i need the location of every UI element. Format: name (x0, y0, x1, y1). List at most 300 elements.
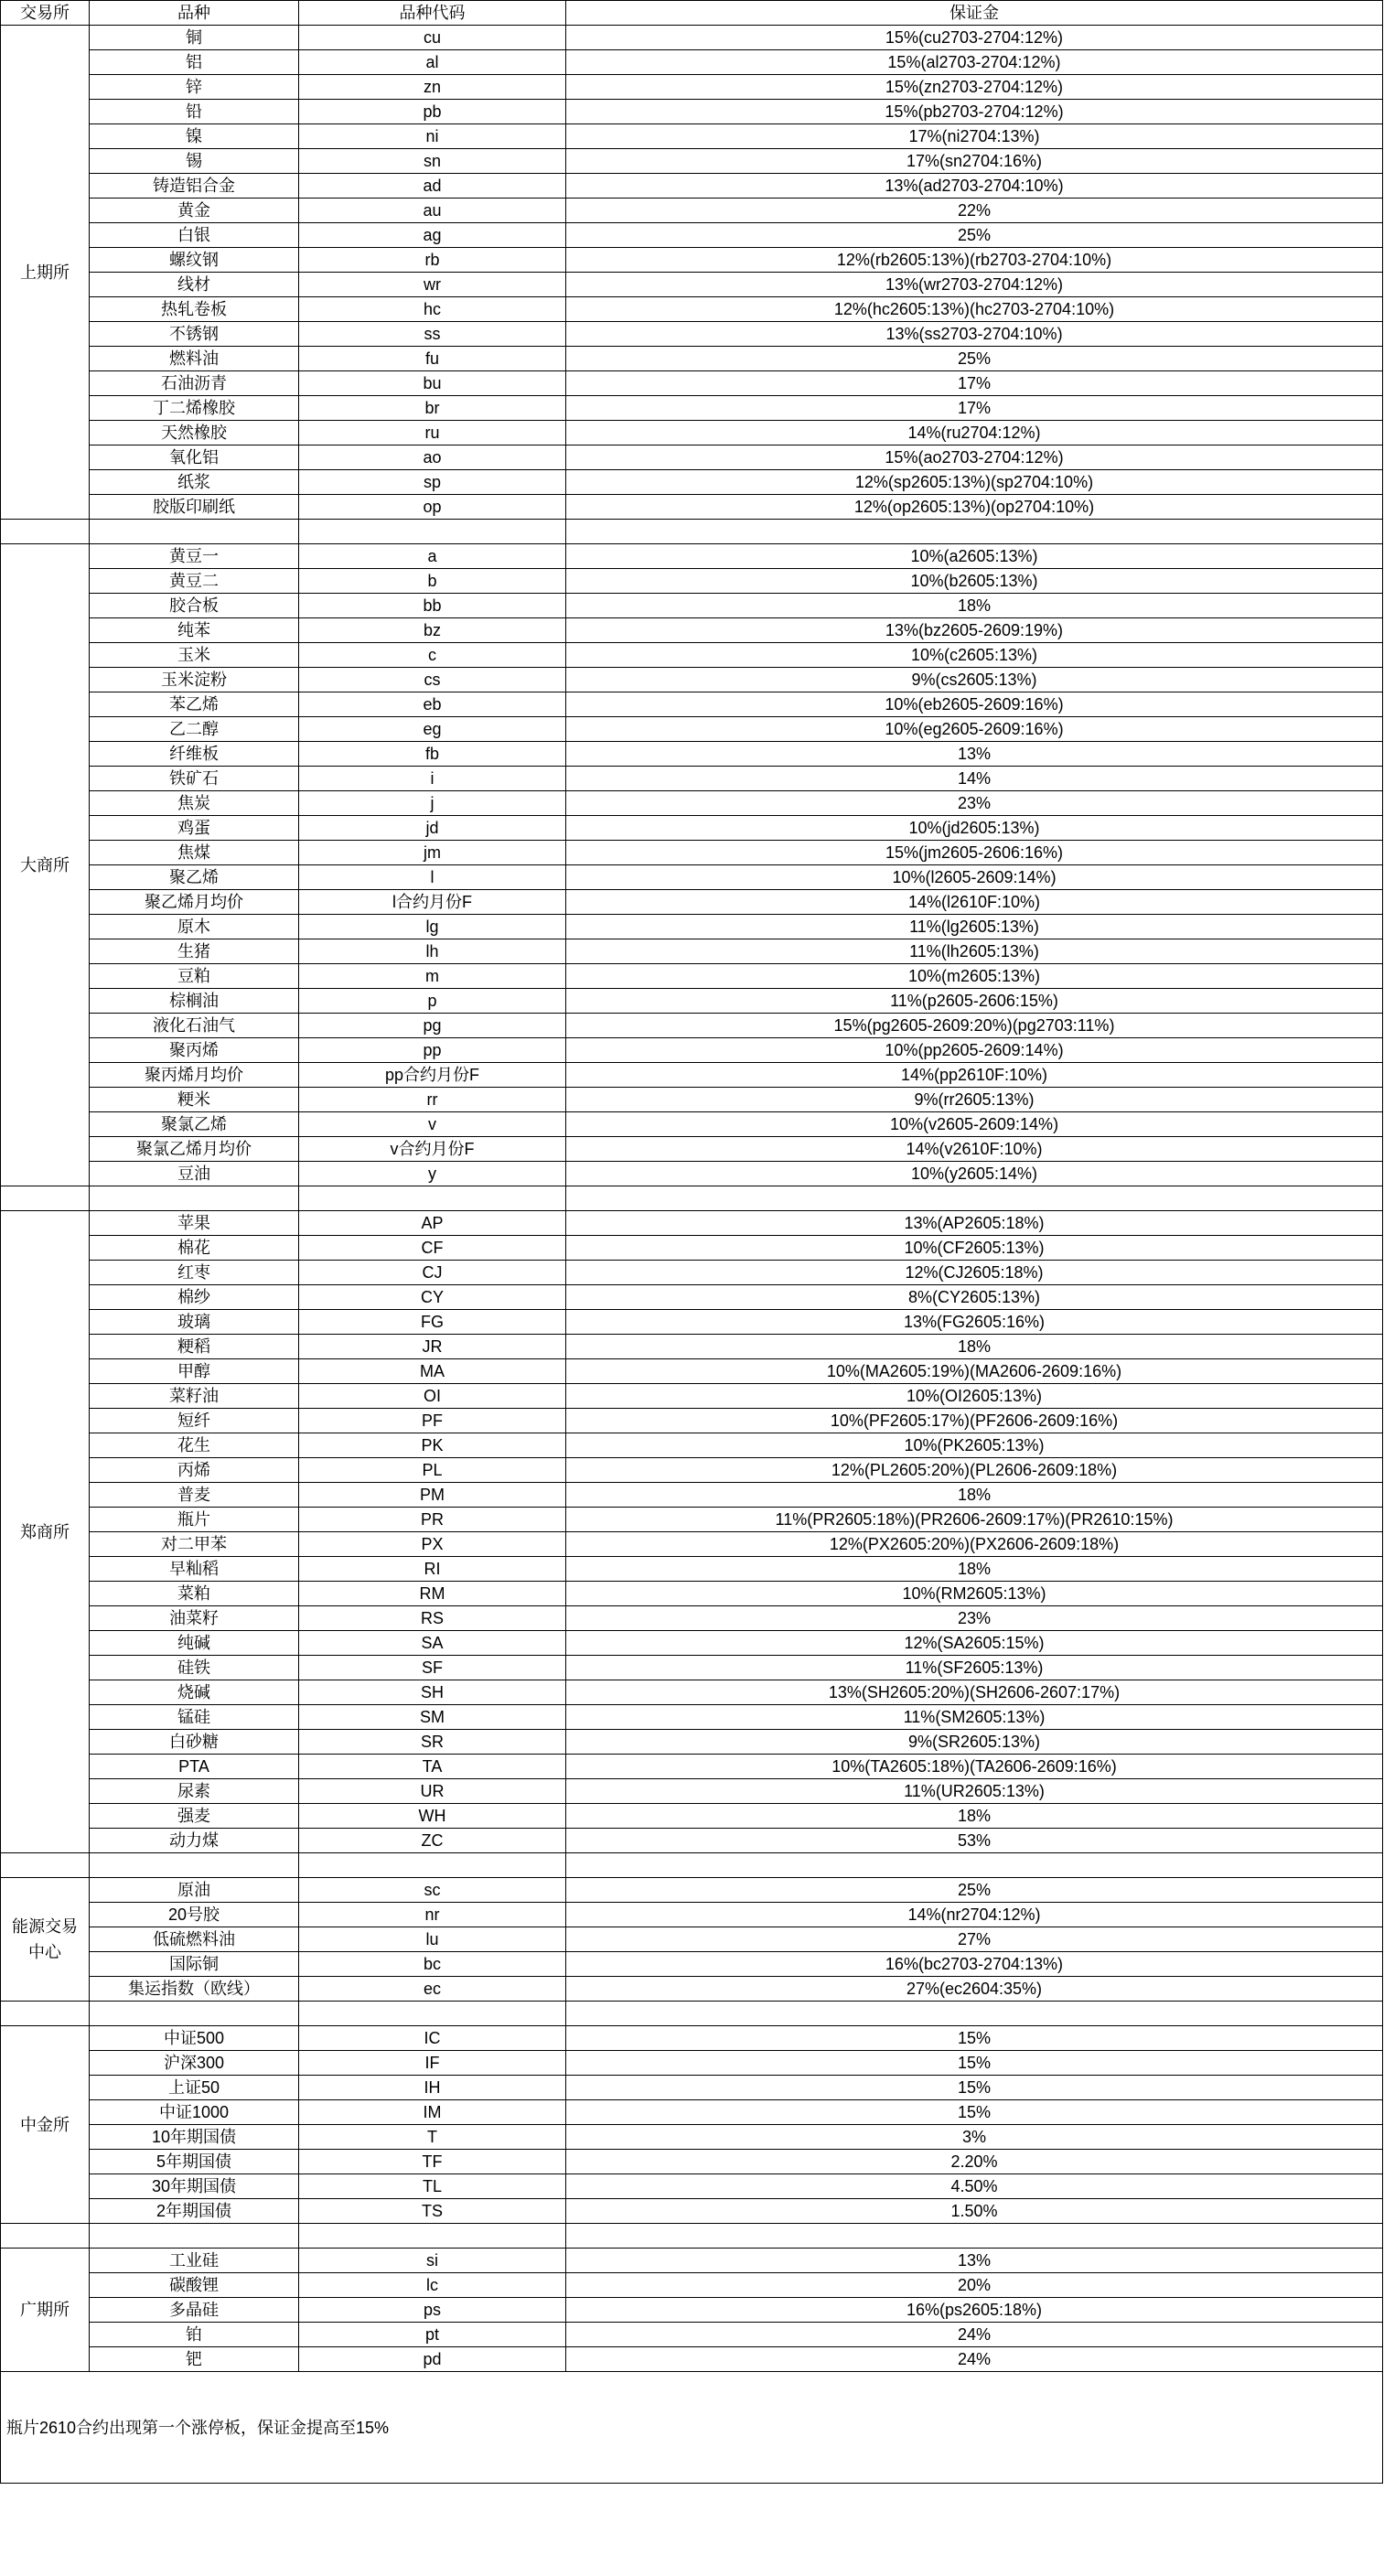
variety-cell: 丁二烯橡胶 (90, 396, 299, 421)
margin-cell: 14%(ru2704:12%) (566, 421, 1383, 445)
variety-cell: 原木 (90, 915, 299, 939)
code-cell: rr (299, 1088, 566, 1112)
table-row (1, 2273, 1383, 2298)
variety-cell: 上证50 (90, 2076, 299, 2100)
code-cell: PK (299, 1433, 566, 1458)
code-cell: v合约月份F (299, 1137, 566, 1162)
variety-cell: 碳酸锂 (90, 2273, 299, 2298)
variety-cell: 黄豆一 (90, 544, 299, 569)
header-exchange: 交易所 (1, 1, 90, 26)
code-cell: au (299, 199, 566, 223)
code-cell: RI (299, 1557, 566, 1582)
variety-cell: 胶合板 (90, 594, 299, 618)
variety-cell: 聚乙烯月均价 (90, 890, 299, 915)
code-cell: ZC (299, 1829, 566, 1853)
variety-cell: 沪深300 (90, 2051, 299, 2076)
margin-cell: 13%(SH2605:20%)(SH2606-2607:17%) (566, 1680, 1383, 1705)
code-cell: TS (299, 2199, 566, 2224)
empty-cell (1, 2002, 90, 2026)
empty-cell (1, 520, 90, 544)
variety-cell: 短纤 (90, 1409, 299, 1433)
code-cell: ao (299, 445, 566, 470)
code-cell: ps (299, 2298, 566, 2323)
spacer-row (1, 1186, 1383, 1211)
margin-cell: 10%(PF2605:17%)(PF2606-2609:16%) (566, 1409, 1383, 1433)
code-cell: l合约月份F (299, 890, 566, 915)
table-row (1, 1458, 1383, 1483)
empty-cell (299, 520, 566, 544)
table-row (1, 1483, 1383, 1508)
variety-cell: 纯苯 (90, 618, 299, 643)
variety-cell: 螺纹钢 (90, 248, 299, 273)
table-row (1, 1680, 1383, 1705)
margin-cell: 18% (566, 1804, 1383, 1829)
margin-cell: 12%(op2605:13%)(op2704:10%) (566, 495, 1383, 520)
variety-cell: 工业硅 (90, 2249, 299, 2273)
table-row (1, 939, 1383, 964)
margin-table-body (1, 1, 1383, 2484)
table-row (1, 1557, 1383, 1582)
code-cell: c (299, 643, 566, 668)
margin-cell: 15%(cu2703-2704:12%) (566, 26, 1383, 50)
code-cell: PX (299, 1532, 566, 1557)
table-row (1, 816, 1383, 841)
margin-cell: 10%(PK2605:13%) (566, 1433, 1383, 1458)
code-cell: IC (299, 2026, 566, 2051)
variety-cell: 硅铁 (90, 1656, 299, 1680)
variety-cell: 燃料油 (90, 347, 299, 371)
margin-cell: 15%(jm2605-2606:16%) (566, 841, 1383, 865)
margin-cell: 25% (566, 347, 1383, 371)
table-row (1, 1014, 1383, 1038)
margin-cell: 11%(p2605-2606:15%) (566, 989, 1383, 1014)
exchange-cell: 郑商所 (1, 1211, 90, 1853)
code-cell: PR (299, 1508, 566, 1532)
table-row (1, 2199, 1383, 2224)
variety-cell: 国际铜 (90, 1952, 299, 1977)
margin-cell: 10%(eb2605-2609:16%) (566, 692, 1383, 717)
margin-cell: 25% (566, 223, 1383, 248)
code-cell: op (299, 495, 566, 520)
table-row (1, 890, 1383, 915)
empty-cell (90, 520, 299, 544)
margin-cell: 1.50% (566, 2199, 1383, 2224)
variety-cell: 甲醇 (90, 1359, 299, 1384)
table-row (1, 1952, 1383, 1977)
table-row (1, 1063, 1383, 1088)
empty-cell (299, 1186, 566, 1211)
margin-cell: 12%(sp2605:13%)(sp2704:10%) (566, 470, 1383, 495)
code-cell: eb (299, 692, 566, 717)
variety-cell: 焦炭 (90, 791, 299, 816)
table-row (1, 297, 1383, 322)
margin-cell: 13%(ad2703-2704:10%) (566, 174, 1383, 199)
variety-cell: 线材 (90, 273, 299, 297)
variety-cell: 强麦 (90, 1804, 299, 1829)
code-cell: cs (299, 668, 566, 692)
table-row (1, 26, 1383, 50)
variety-cell: 玉米 (90, 643, 299, 668)
margin-cell: 14% (566, 767, 1383, 791)
margin-cell: 15%(ao2703-2704:12%) (566, 445, 1383, 470)
margin-cell: 16%(bc2703-2704:13%) (566, 1952, 1383, 1977)
table-row (1, 445, 1383, 470)
table-row (1, 1804, 1383, 1829)
variety-cell: 纸浆 (90, 470, 299, 495)
margin-cell: 11%(UR2605:13%) (566, 1779, 1383, 1804)
code-cell: cu (299, 26, 566, 50)
code-cell: jd (299, 816, 566, 841)
margin-cell: 12%(PX2605:20%)(PX2606-2609:18%) (566, 1532, 1383, 1557)
code-cell: lh (299, 939, 566, 964)
header-margin: 保证金 (566, 1, 1383, 26)
margin-cell: 14%(nr2704:12%) (566, 1903, 1383, 1927)
code-cell: TL (299, 2174, 566, 2199)
variety-cell: 锡 (90, 149, 299, 174)
code-cell: sp (299, 470, 566, 495)
code-cell: IH (299, 2076, 566, 2100)
code-cell: lu (299, 1927, 566, 1952)
margin-cell: 24% (566, 2323, 1383, 2347)
table-row (1, 124, 1383, 149)
variety-cell: 乙二醇 (90, 717, 299, 742)
table-row (1, 1384, 1383, 1409)
margin-cell: 15% (566, 2026, 1383, 2051)
exchange-cell: 大商所 (1, 544, 90, 1186)
code-cell: bc (299, 1952, 566, 1977)
variety-cell: 玻璃 (90, 1310, 299, 1335)
empty-cell (90, 1186, 299, 1211)
code-cell: eg (299, 717, 566, 742)
table-row (1, 495, 1383, 520)
variety-cell: 纯碱 (90, 1631, 299, 1656)
empty-cell (1, 2224, 90, 2249)
variety-cell: 原油 (90, 1878, 299, 1903)
variety-cell: 氧化铝 (90, 445, 299, 470)
table-row (1, 544, 1383, 569)
code-cell: bu (299, 371, 566, 396)
code-cell: JR (299, 1335, 566, 1359)
table-row (1, 2125, 1383, 2150)
variety-cell: 黄金 (90, 199, 299, 223)
code-cell: v (299, 1112, 566, 1137)
variety-cell: 聚氯乙烯月均价 (90, 1137, 299, 1162)
code-cell: p (299, 989, 566, 1014)
code-cell: UR (299, 1779, 566, 1804)
variety-cell: 钯 (90, 2347, 299, 2372)
table-row (1, 2076, 1383, 2100)
table-row (1, 1236, 1383, 1261)
exchange-cell: 广期所 (1, 2249, 90, 2372)
margin-cell: 4.50% (566, 2174, 1383, 2199)
margin-cell: 23% (566, 791, 1383, 816)
margin-cell: 18% (566, 594, 1383, 618)
variety-cell: 铂 (90, 2323, 299, 2347)
table-row (1, 1112, 1383, 1137)
variety-cell: 锰硅 (90, 1705, 299, 1730)
table-row (1, 569, 1383, 594)
table-row (1, 2051, 1383, 2076)
table-row (1, 1927, 1383, 1952)
variety-cell: 低硫燃料油 (90, 1927, 299, 1952)
table-row (1, 1285, 1383, 1310)
table-row (1, 1310, 1383, 1335)
margin-cell: 24% (566, 2347, 1383, 2372)
variety-cell: 镍 (90, 124, 299, 149)
table-row (1, 1755, 1383, 1779)
empty-cell (299, 2224, 566, 2249)
variety-cell: 棕榈油 (90, 989, 299, 1014)
variety-cell: 10年期国债 (90, 2125, 299, 2150)
code-cell: pp (299, 1038, 566, 1063)
code-cell: PM (299, 1483, 566, 1508)
code-cell: SR (299, 1730, 566, 1755)
margin-cell: 10%(MA2605:19%)(MA2606-2609:16%) (566, 1359, 1383, 1384)
table-row (1, 1878, 1383, 1903)
table-row (1, 1705, 1383, 1730)
margin-cell: 11%(PR2605:18%)(PR2606-2609:17%)(PR2610:15%) (566, 1508, 1383, 1532)
variety-cell: 聚丙烯 (90, 1038, 299, 1063)
code-cell: pb (299, 100, 566, 124)
table-row (1, 1582, 1383, 1606)
variety-cell: 动力煤 (90, 1829, 299, 1853)
code-cell: FG (299, 1310, 566, 1335)
table-row (1, 1532, 1383, 1557)
margin-cell: 17% (566, 371, 1383, 396)
code-cell: ag (299, 223, 566, 248)
empty-cell (1, 1853, 90, 1878)
code-cell: bb (299, 594, 566, 618)
variety-cell: 铸造铝合金 (90, 174, 299, 199)
variety-cell: 黄豆二 (90, 569, 299, 594)
empty-cell (90, 2224, 299, 2249)
table-row (1, 199, 1383, 223)
margin-cell: 17%(ni2704:13%) (566, 124, 1383, 149)
empty-cell (90, 2002, 299, 2026)
variety-cell: 铅 (90, 100, 299, 124)
table-row (1, 2347, 1383, 2372)
margin-cell: 27%(ec2604:35%) (566, 1977, 1383, 2002)
margin-cell: 22% (566, 199, 1383, 223)
code-cell: lg (299, 915, 566, 939)
margin-cell: 10%(b2605:13%) (566, 569, 1383, 594)
margin-cell: 9%(SR2605:13%) (566, 1730, 1383, 1755)
margin-cell: 3% (566, 2125, 1383, 2150)
margin-cell: 23% (566, 1606, 1383, 1631)
code-cell: bz (299, 618, 566, 643)
margin-cell: 15%(zn2703-2704:12%) (566, 75, 1383, 100)
table-row (1, 470, 1383, 495)
table-row (1, 1261, 1383, 1285)
code-cell: al (299, 50, 566, 75)
variety-cell: 2年期国债 (90, 2199, 299, 2224)
code-cell: IM (299, 2100, 566, 2125)
variety-cell: 不锈钢 (90, 322, 299, 347)
code-cell: ru (299, 421, 566, 445)
code-cell: br (299, 396, 566, 421)
code-cell: rb (299, 248, 566, 273)
margin-cell: 11%(SF2605:13%) (566, 1656, 1383, 1680)
table-row (1, 742, 1383, 767)
margin-cell: 13%(AP2605:18%) (566, 1211, 1383, 1236)
variety-cell: 棉花 (90, 1236, 299, 1261)
variety-cell: 菜粕 (90, 1582, 299, 1606)
table-row (1, 865, 1383, 890)
variety-cell: 30年期国债 (90, 2174, 299, 2199)
empty-cell (1, 1186, 90, 1211)
variety-cell: 多晶硅 (90, 2298, 299, 2323)
spacer-row (1, 1853, 1383, 1878)
code-cell: TF (299, 2150, 566, 2174)
table-row (1, 421, 1383, 445)
variety-cell: 生猪 (90, 939, 299, 964)
code-cell: sc (299, 1878, 566, 1903)
margin-cell: 53% (566, 1829, 1383, 1853)
margin-cell: 12%(CJ2605:18%) (566, 1261, 1383, 1285)
code-cell: si (299, 2249, 566, 2273)
table-row (1, 1606, 1383, 1631)
empty-cell (566, 520, 1383, 544)
margin-cell: 10%(CF2605:13%) (566, 1236, 1383, 1261)
exchange-cell: 中金所 (1, 2026, 90, 2224)
header-row (1, 1, 1383, 26)
empty-cell (90, 1853, 299, 1878)
margin-cell: 14%(pp2610F:10%) (566, 1063, 1383, 1088)
margin-cell: 15% (566, 2051, 1383, 2076)
table-row (1, 2026, 1383, 2051)
variety-cell: PTA (90, 1755, 299, 1779)
spacer-row (1, 2224, 1383, 2249)
margin-cell: 12%(PL2605:20%)(PL2606-2609:18%) (566, 1458, 1383, 1483)
note-row (1, 2372, 1383, 2484)
variety-cell: 对二甲苯 (90, 1532, 299, 1557)
variety-cell: 苯乙烯 (90, 692, 299, 717)
variety-cell: 油菜籽 (90, 1606, 299, 1631)
code-cell: ss (299, 322, 566, 347)
header-code: 品种代码 (299, 1, 566, 26)
margin-cell: 17%(sn2704:16%) (566, 149, 1383, 174)
table-row (1, 1162, 1383, 1186)
table-row (1, 2323, 1383, 2347)
variety-cell: 中证1000 (90, 2100, 299, 2125)
code-cell: MA (299, 1359, 566, 1384)
margin-cell: 10%(eg2605-2609:16%) (566, 717, 1383, 742)
margin-cell: 10%(pp2605-2609:14%) (566, 1038, 1383, 1063)
margin-cell: 16%(ps2605:18%) (566, 2298, 1383, 2323)
note-text: 瓶片2610合约出现第一个涨停板，保证金提高至15% (1, 2372, 1383, 2484)
variety-cell: 菜籽油 (90, 1384, 299, 1409)
table-row (1, 223, 1383, 248)
variety-cell: 铝 (90, 50, 299, 75)
code-cell: PF (299, 1409, 566, 1433)
table-row (1, 2100, 1383, 2125)
empty-cell (566, 1853, 1383, 1878)
table-row (1, 767, 1383, 791)
variety-cell: 中证500 (90, 2026, 299, 2051)
table-row (1, 964, 1383, 989)
margin-cell: 8%(CY2605:13%) (566, 1285, 1383, 1310)
code-cell: SF (299, 1656, 566, 1680)
margin-cell: 14%(l2610F:10%) (566, 890, 1383, 915)
variety-cell: 尿素 (90, 1779, 299, 1804)
table-row (1, 1508, 1383, 1532)
code-cell: fb (299, 742, 566, 767)
table-row (1, 322, 1383, 347)
code-cell: SM (299, 1705, 566, 1730)
variety-cell: 锌 (90, 75, 299, 100)
table-row (1, 1335, 1383, 1359)
table-row (1, 1409, 1383, 1433)
table-row (1, 1433, 1383, 1458)
code-cell: hc (299, 297, 566, 322)
margin-cell: 13% (566, 742, 1383, 767)
code-cell: T (299, 2125, 566, 2150)
table-row (1, 989, 1383, 1014)
margin-cell: 11%(SM2605:13%) (566, 1705, 1383, 1730)
code-cell: ni (299, 124, 566, 149)
code-cell: RS (299, 1606, 566, 1631)
table-row (1, 273, 1383, 297)
table-row (1, 100, 1383, 124)
margin-cell: 10%(a2605:13%) (566, 544, 1383, 569)
table-row (1, 692, 1383, 717)
code-cell: PL (299, 1458, 566, 1483)
table-row (1, 1779, 1383, 1804)
margin-cell: 13% (566, 2249, 1383, 2273)
variety-cell: 集运指数（欧线） (90, 1977, 299, 2002)
table-row (1, 1359, 1383, 1384)
exchange-cell: 上期所 (1, 26, 90, 520)
variety-cell: 白银 (90, 223, 299, 248)
table-row (1, 396, 1383, 421)
margin-cell: 17% (566, 396, 1383, 421)
variety-cell: 花生 (90, 1433, 299, 1458)
code-cell: a (299, 544, 566, 569)
variety-cell: 豆粕 (90, 964, 299, 989)
margin-cell: 18% (566, 1557, 1383, 1582)
empty-cell (566, 1186, 1383, 1211)
margin-cell: 10%(y2605:14%) (566, 1162, 1383, 1186)
code-cell: WH (299, 1804, 566, 1829)
margin-cell: 10%(TA2605:18%)(TA2606-2609:16%) (566, 1755, 1383, 1779)
table-row (1, 1977, 1383, 2002)
margin-cell: 2.20% (566, 2150, 1383, 2174)
code-cell: AP (299, 1211, 566, 1236)
table-row (1, 149, 1383, 174)
code-cell: nr (299, 1903, 566, 1927)
table-row (1, 1137, 1383, 1162)
code-cell: lc (299, 2273, 566, 2298)
empty-cell (566, 2224, 1383, 2249)
code-cell: pp合约月份F (299, 1063, 566, 1088)
variety-cell: 聚丙烯月均价 (90, 1063, 299, 1088)
variety-cell: 烧碱 (90, 1680, 299, 1705)
table-row (1, 1656, 1383, 1680)
margin-cell: 15%(pb2703-2704:12%) (566, 100, 1383, 124)
variety-cell: 豆油 (90, 1162, 299, 1186)
margin-cell: 10%(l2605-2609:14%) (566, 865, 1383, 890)
code-cell: SA (299, 1631, 566, 1656)
margin-cell: 10%(OI2605:13%) (566, 1384, 1383, 1409)
table-row (1, 2249, 1383, 2273)
code-cell: i (299, 767, 566, 791)
margin-cell: 13%(wr2703-2704:12%) (566, 273, 1383, 297)
code-cell: m (299, 964, 566, 989)
table-row (1, 791, 1383, 816)
variety-cell: 液化石油气 (90, 1014, 299, 1038)
spacer-row (1, 2002, 1383, 2026)
variety-cell: 热轧卷板 (90, 297, 299, 322)
